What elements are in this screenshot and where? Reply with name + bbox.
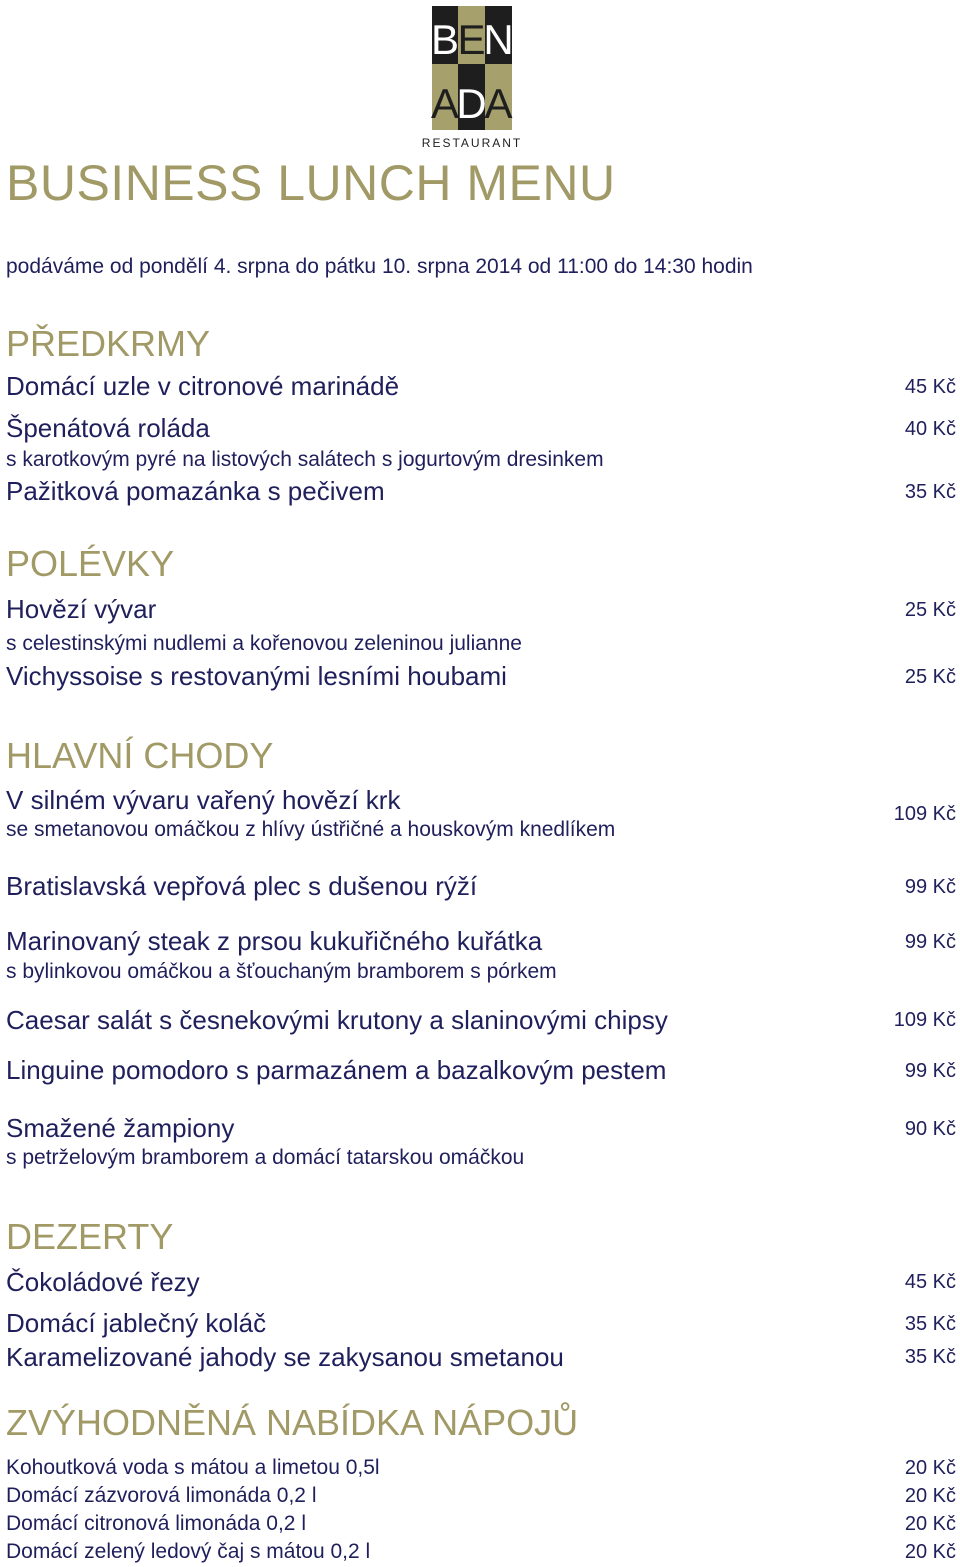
menu-item-name: Pažitková pomazánka s pečivem — [6, 476, 385, 506]
menu-item-name: Vichyssoise s restovanými lesními houbami — [6, 661, 507, 691]
menu-item-price: 35 Kč — [904, 1313, 956, 1335]
menu-item-price: 99 Kč — [904, 876, 956, 898]
logo-letter: A — [430, 80, 460, 127]
menu-item-name: Smažené žampiony — [6, 1113, 235, 1143]
section-heading-soups: POLÉVKY — [6, 543, 175, 584]
menu-item-price: 40 Kč — [904, 418, 956, 440]
menu-item-name: Domácí uzle v citronové marinádě — [6, 371, 400, 401]
menu-item-description: s karotkovým pyré na listových salátech s jogurtovým dresinkem — [6, 448, 604, 471]
menu-item-name: Domácí zázvorová limonáda 0,2 l — [6, 1484, 317, 1507]
restaurant-logo — [421, 6, 523, 150]
menu-item-description: se smetanovou omáčkou z hlívy ústřičné a houskovým knedlíkem — [6, 818, 616, 841]
menu-item-name: Domácí jablečný koláč — [6, 1308, 267, 1338]
logo-letter: E — [457, 16, 486, 63]
page-title: BUSINESS LUNCH MENU — [6, 155, 616, 211]
menu-item-name: Domácí zelený ledový čaj s mátou 0,2 l — [6, 1540, 371, 1563]
menu-item-price: 45 Kč — [904, 1271, 956, 1293]
menu-item-name: Bratislavská vepřová plec s dušenou rýží — [6, 871, 478, 901]
logo-letter: N — [483, 16, 514, 63]
menu-item-name: Karamelizované jahody se zakysanou smetanou — [6, 1342, 564, 1372]
menu-item-name: Marinovaný steak z prsou kukuřičného kuřátka — [6, 926, 543, 956]
menu-item-price: 20 Kč — [904, 1541, 956, 1563]
menu-item-price: 109 Kč — [893, 1009, 956, 1031]
menu-item-name: Špenátová roláda — [6, 413, 210, 443]
menu-item-price: 25 Kč — [904, 599, 956, 621]
logo-letter: D — [456, 80, 487, 127]
serving-dates: podáváme od pondělí 4. srpna do pátku 10. srpna 2014 od 11:00 do 14:30 hodin — [6, 255, 753, 278]
logo-letter: A — [484, 80, 513, 127]
menu-item-name: Kohoutková voda s mátou a limetou 0,5l — [6, 1456, 380, 1479]
menu-item-name: Linguine pomodoro s parmazánem a bazalkovým pestem — [6, 1055, 667, 1085]
menu-item-name: Hovězí vývar — [6, 594, 157, 624]
menu-item-name: V silném vývaru vařený hovězí krk — [6, 785, 401, 815]
menu-item-price: 45 Kč — [904, 376, 956, 398]
menu-item-price: 99 Kč — [904, 1060, 956, 1082]
menu-item-price: 35 Kč — [904, 481, 956, 503]
logo-letter: B — [430, 16, 460, 63]
section-heading-drinks: ZVÝHODNĚNÁ NABÍDKA NÁPOJŮ — [6, 1402, 579, 1443]
logo-caption: RESTAURANT — [421, 136, 523, 150]
menu-item-description: s celestinskými nudlemi a kořenovou zeleninou julianne — [6, 632, 522, 655]
menu-item-price: 20 Kč — [904, 1485, 956, 1507]
menu-item-price: 90 Kč — [904, 1118, 956, 1140]
menu-item-price: 20 Kč — [904, 1513, 956, 1535]
menu-item-description: s petrželovým bramborem a domácí tatarskou omáčkou — [6, 1146, 525, 1169]
section-heading-main-courses: HLAVNÍ CHODY — [6, 735, 274, 776]
menu-item-price: 20 Kč — [904, 1457, 956, 1479]
menu-item-price: 99 Kč — [904, 931, 956, 953]
section-heading-starters: PŘEDKRMY — [6, 323, 211, 364]
menu-item-name: Čokoládové řezy — [6, 1267, 200, 1297]
menu-item-name: Caesar salát s česnekovými krutony a slaninovými chipsy — [6, 1005, 668, 1035]
menu-item-name: Domácí citronová limonáda 0,2 l — [6, 1512, 306, 1535]
menu-item-price: 25 Kč — [904, 666, 956, 688]
menu-item-description: s bylinkovou omáčkou a šťouchaným bramborem s pórkem — [6, 960, 557, 983]
menu-item-price: 109 Kč — [893, 803, 956, 825]
section-heading-desserts: DEZERTY — [6, 1216, 174, 1257]
menu-item-price: 35 Kč — [904, 1346, 956, 1368]
